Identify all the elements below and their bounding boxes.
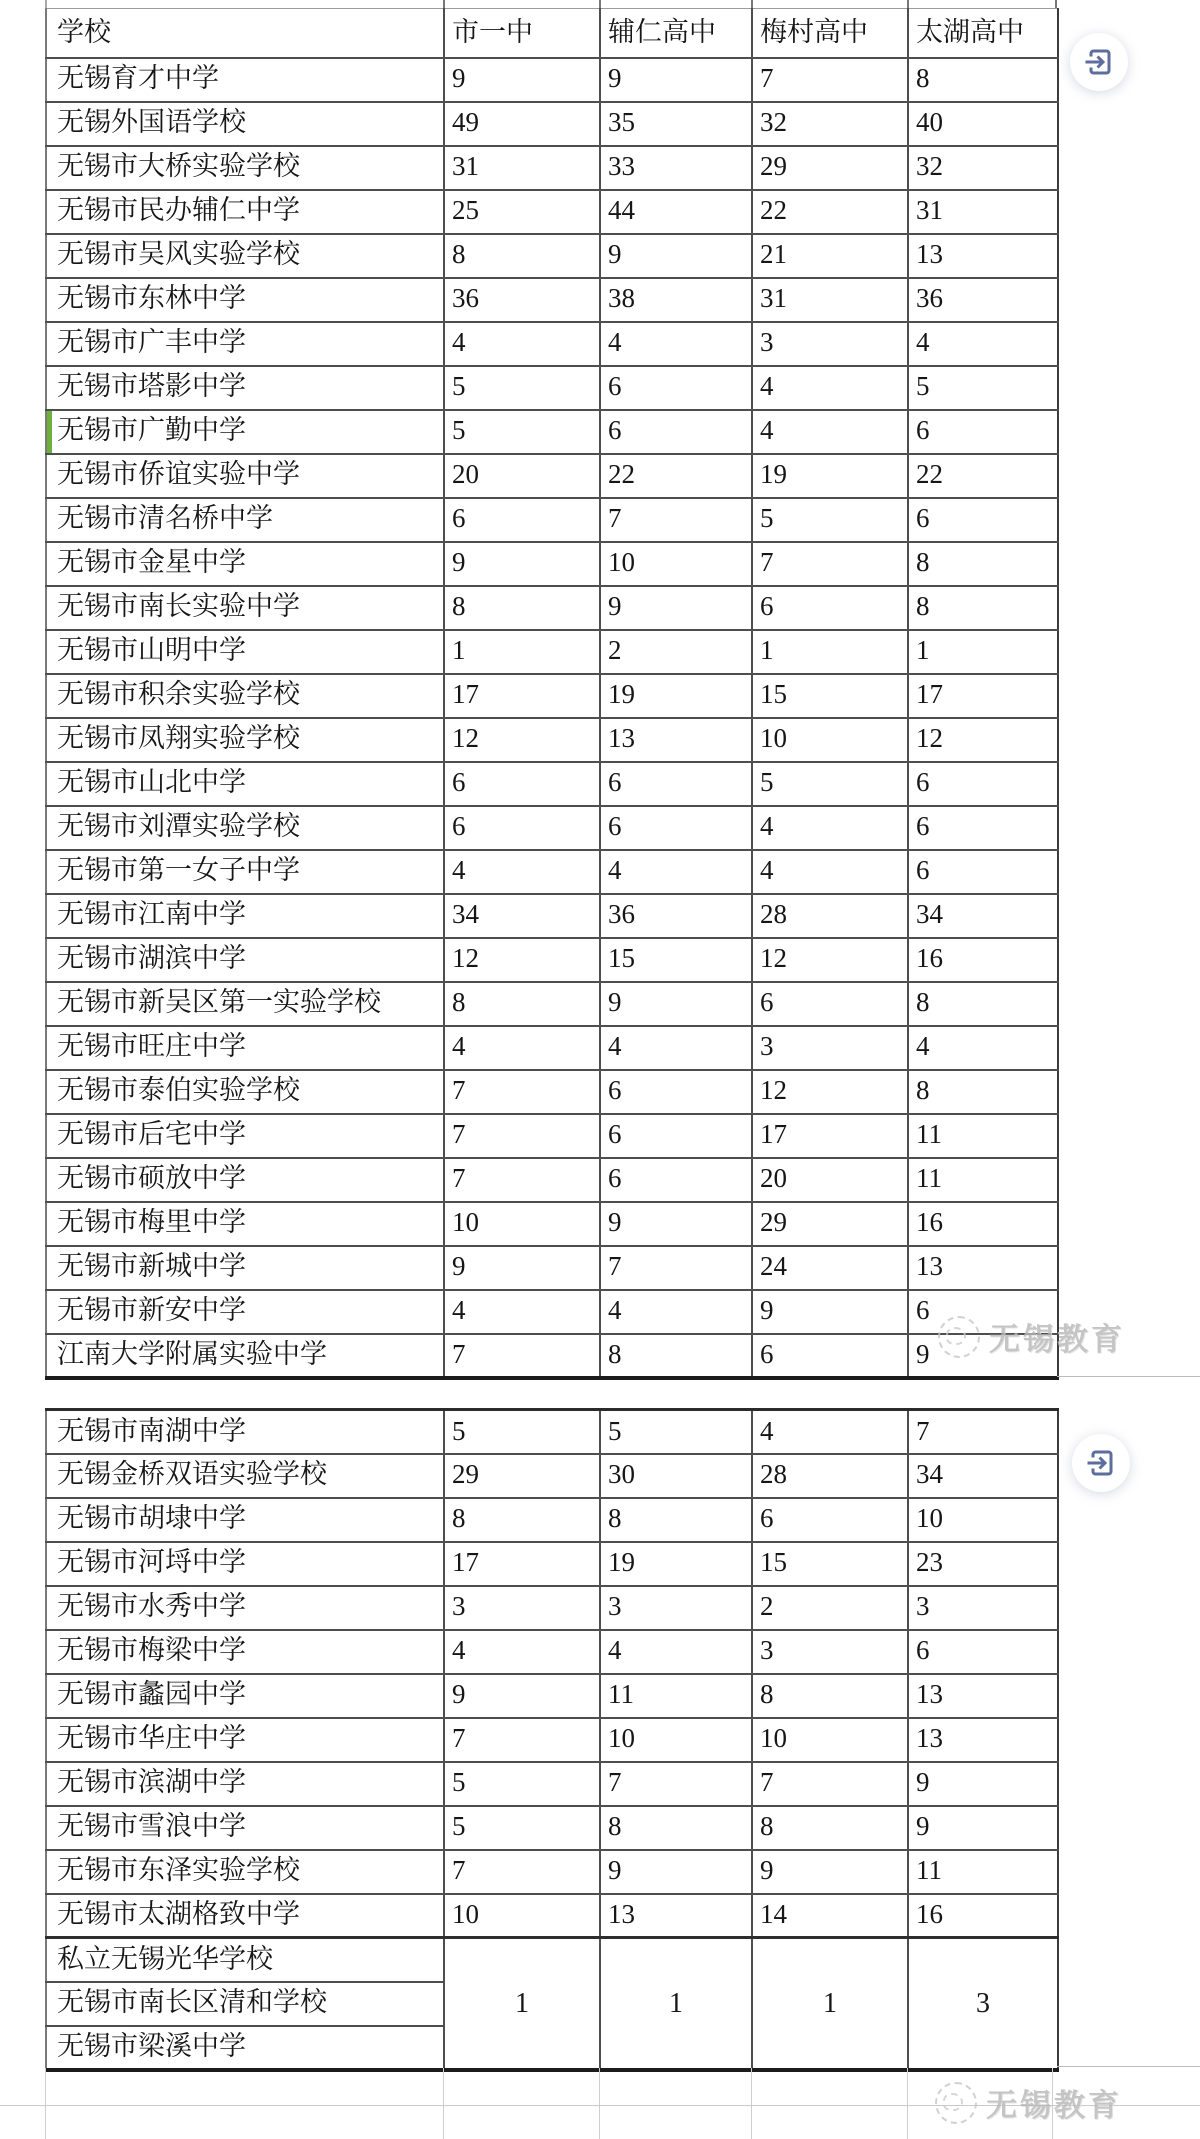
value-cell: 8 <box>908 1070 1058 1114</box>
school-name-cell: 无锡市新安中学 <box>46 1290 444 1334</box>
value-cell: 6 <box>908 1630 1058 1674</box>
value-cell: 13 <box>908 234 1058 278</box>
value-cell: 31 <box>908 190 1058 234</box>
expand-image-button[interactable] <box>1070 33 1128 91</box>
value-cell: 14 <box>752 1894 908 1938</box>
school-name-cell: 无锡市塔影中学 <box>46 366 444 410</box>
value-cell: 6 <box>600 1158 752 1202</box>
value-cell: 3 <box>444 1586 600 1630</box>
value-cell: 8 <box>908 586 1058 630</box>
table-row <box>46 1762 1058 1806</box>
value-cell: 34 <box>444 894 600 938</box>
value-cell: 34 <box>908 1454 1058 1498</box>
value-cell: 13 <box>908 1674 1058 1718</box>
value-cell: 15 <box>752 674 908 718</box>
value-cell: 6 <box>752 1334 908 1378</box>
merged-value-cell: 1 <box>752 1938 908 2070</box>
value-cell: 8 <box>444 1498 600 1542</box>
value-cell: 8 <box>752 1806 908 1850</box>
value-cell: 19 <box>752 454 908 498</box>
column-header-taihu: 太湖高中 <box>908 9 1058 58</box>
value-cell: 13 <box>600 718 752 762</box>
value-cell: 28 <box>752 1454 908 1498</box>
value-cell: 22 <box>600 454 752 498</box>
table-row <box>46 674 1058 718</box>
value-cell: 6 <box>444 498 600 542</box>
value-cell: 8 <box>908 58 1058 102</box>
table-row <box>46 1938 1058 1982</box>
value-cell: 29 <box>444 1454 600 1498</box>
value-cell: 6 <box>752 586 908 630</box>
merged-value-cell: 1 <box>444 1938 600 2070</box>
box-arrow-in-right-icon <box>1079 42 1119 82</box>
value-cell: 32 <box>908 146 1058 190</box>
table-row <box>46 454 1058 498</box>
table-row <box>46 1026 1058 1070</box>
value-cell: 44 <box>600 190 752 234</box>
value-cell: 35 <box>600 102 752 146</box>
table-row <box>46 1290 1058 1334</box>
value-cell: 7 <box>444 1334 600 1378</box>
table-row <box>46 190 1058 234</box>
school-name-cell: 无锡市梅梁中学 <box>46 1630 444 1674</box>
value-cell: 8 <box>444 586 600 630</box>
table-row <box>46 1542 1058 1586</box>
value-cell: 10 <box>444 1894 600 1938</box>
value-cell: 30 <box>600 1454 752 1498</box>
value-cell: 6 <box>600 1070 752 1114</box>
value-cell: 5 <box>600 1410 752 1454</box>
value-cell: 8 <box>908 542 1058 586</box>
school-name-cell: 无锡市山明中学 <box>46 630 444 674</box>
value-cell: 40 <box>908 102 1058 146</box>
value-cell: 4 <box>444 1026 600 1070</box>
school-name-cell: 无锡市滨湖中学 <box>46 1762 444 1806</box>
value-cell: 32 <box>752 102 908 146</box>
value-cell: 16 <box>908 1202 1058 1246</box>
value-cell: 20 <box>444 454 600 498</box>
grid-tick <box>751 0 753 8</box>
value-cell: 22 <box>908 454 1058 498</box>
value-cell: 11 <box>908 1114 1058 1158</box>
school-name-cell: 无锡市河埒中学 <box>46 1542 444 1586</box>
value-cell: 29 <box>752 146 908 190</box>
table-row <box>46 1894 1058 1938</box>
value-cell: 4 <box>752 1410 908 1454</box>
value-cell: 9 <box>600 1850 752 1894</box>
watermark-logo-icon <box>938 1316 980 1358</box>
value-cell: 9 <box>444 1246 600 1290</box>
school-name-cell: 无锡市刘潭实验学校 <box>46 806 444 850</box>
table-row <box>46 586 1058 630</box>
value-cell: 7 <box>600 498 752 542</box>
value-cell: 8 <box>444 234 600 278</box>
value-cell: 13 <box>600 1894 752 1938</box>
value-cell: 4 <box>600 322 752 366</box>
value-cell: 7 <box>600 1246 752 1290</box>
value-cell: 10 <box>600 1718 752 1762</box>
value-cell: 10 <box>444 1202 600 1246</box>
school-name-cell: 无锡市清名桥中学 <box>46 498 444 542</box>
value-cell: 2 <box>752 1586 908 1630</box>
value-cell: 22 <box>752 190 908 234</box>
school-name-cell: 无锡市新城中学 <box>46 1246 444 1290</box>
school-name-cell: 无锡市南长区清和学校 <box>46 1982 444 2026</box>
value-cell: 36 <box>444 278 600 322</box>
table-row <box>46 1806 1058 1850</box>
value-cell: 4 <box>752 850 908 894</box>
table-row <box>46 58 1058 102</box>
school-table-2 <box>45 1408 1059 2072</box>
table-row <box>46 982 1058 1026</box>
table-row <box>46 146 1058 190</box>
value-cell: 31 <box>752 278 908 322</box>
value-cell: 4 <box>444 1630 600 1674</box>
value-cell: 6 <box>600 1114 752 1158</box>
value-cell: 38 <box>600 278 752 322</box>
value-cell: 7 <box>444 1850 600 1894</box>
value-cell: 29 <box>752 1202 908 1246</box>
value-cell: 21 <box>752 234 908 278</box>
value-cell: 6 <box>908 1290 1058 1334</box>
value-cell: 5 <box>752 498 908 542</box>
gridline <box>1057 1376 1200 1377</box>
value-cell: 3 <box>600 1586 752 1630</box>
table-row <box>46 938 1058 982</box>
value-cell: 6 <box>444 806 600 850</box>
table-row <box>46 1202 1058 1246</box>
value-cell: 9 <box>600 234 752 278</box>
school-name-cell: 无锡市水秀中学 <box>46 1586 444 1630</box>
school-name-cell: 江南大学附属实验中学 <box>46 1334 444 1378</box>
school-name-cell: 无锡市湖滨中学 <box>46 938 444 982</box>
table-row <box>46 366 1058 410</box>
school-name-cell: 无锡市南长实验中学 <box>46 586 444 630</box>
value-cell: 9 <box>444 58 600 102</box>
value-cell: 6 <box>908 410 1058 454</box>
value-cell: 15 <box>752 1542 908 1586</box>
merged-value-cell: 3 <box>908 1938 1058 2070</box>
gridline <box>443 2068 444 2139</box>
value-cell: 4 <box>600 1630 752 1674</box>
grid-tick <box>907 0 909 8</box>
value-cell: 31 <box>444 146 600 190</box>
table-row <box>46 322 1058 366</box>
value-cell: 36 <box>908 278 1058 322</box>
value-cell: 4 <box>600 850 752 894</box>
school-table-1 <box>45 8 1059 1380</box>
school-name-cell: 无锡市民办辅仁中学 <box>46 190 444 234</box>
value-cell: 8 <box>600 1806 752 1850</box>
value-cell: 4 <box>600 1026 752 1070</box>
school-name-cell: 无锡市广勤中学 <box>46 410 444 454</box>
value-cell: 9 <box>752 1290 908 1334</box>
value-cell: 5 <box>752 762 908 806</box>
value-cell: 16 <box>908 1894 1058 1938</box>
table-row <box>46 234 1058 278</box>
school-name-cell: 无锡市太湖格致中学 <box>46 1894 444 1938</box>
value-cell: 17 <box>444 674 600 718</box>
value-cell: 34 <box>908 894 1058 938</box>
value-cell: 4 <box>444 322 600 366</box>
merged-value-cell: 1 <box>600 1938 752 2070</box>
school-name-cell: 无锡市东林中学 <box>46 278 444 322</box>
value-cell: 12 <box>752 1070 908 1114</box>
school-name-cell: 无锡育才中学 <box>46 58 444 102</box>
school-name-cell: 无锡市江南中学 <box>46 894 444 938</box>
value-cell: 17 <box>908 674 1058 718</box>
value-cell: 6 <box>600 806 752 850</box>
value-cell: 5 <box>444 1806 600 1850</box>
table-row <box>46 850 1058 894</box>
table-row <box>46 806 1058 850</box>
table-row <box>46 102 1058 146</box>
value-cell: 9 <box>600 58 752 102</box>
watermark-text: 无锡教育 <box>986 2088 1122 2123</box>
value-cell: 6 <box>908 762 1058 806</box>
column-header-furen: 辅仁高中 <box>600 9 752 58</box>
value-cell: 4 <box>752 410 908 454</box>
value-cell: 4 <box>752 366 908 410</box>
value-cell: 3 <box>752 1630 908 1674</box>
value-cell: 8 <box>600 1334 752 1378</box>
table-row <box>46 1586 1058 1630</box>
value-cell: 33 <box>600 146 752 190</box>
value-cell: 4 <box>444 850 600 894</box>
value-cell: 6 <box>908 498 1058 542</box>
value-cell: 10 <box>752 1718 908 1762</box>
value-cell: 16 <box>908 938 1058 982</box>
gridline <box>751 2068 752 2139</box>
column-header-meicun: 梅村高中 <box>752 9 908 58</box>
table-row <box>46 1410 1058 1454</box>
table-row <box>46 278 1058 322</box>
expand-image-button[interactable] <box>1072 1434 1130 1492</box>
school-name-cell: 无锡市山北中学 <box>46 762 444 806</box>
watermark-logo-icon <box>935 2082 977 2124</box>
table-row <box>46 1114 1058 1158</box>
value-cell: 4 <box>752 806 908 850</box>
table-row <box>46 1246 1058 1290</box>
value-cell: 6 <box>600 366 752 410</box>
school-name-cell: 私立无锡光华学校 <box>46 1938 444 1982</box>
value-cell: 5 <box>444 1762 600 1806</box>
value-cell: 1 <box>908 630 1058 674</box>
value-cell: 10 <box>908 1498 1058 1542</box>
value-cell: 8 <box>444 982 600 1026</box>
school-name-cell: 无锡市积余实验学校 <box>46 674 444 718</box>
value-cell: 3 <box>752 1026 908 1070</box>
gridline <box>1057 2066 1200 2067</box>
value-cell: 9 <box>908 1806 1058 1850</box>
school-name-cell: 无锡市东泽实验学校 <box>46 1850 444 1894</box>
value-cell: 13 <box>908 1718 1058 1762</box>
school-name-cell: 无锡市华庄中学 <box>46 1718 444 1762</box>
value-cell: 3 <box>908 1586 1058 1630</box>
value-cell: 7 <box>908 1410 1058 1454</box>
value-cell: 9 <box>908 1762 1058 1806</box>
value-cell: 19 <box>600 1542 752 1586</box>
value-cell: 6 <box>752 982 908 1026</box>
table-row <box>46 762 1058 806</box>
value-cell: 9 <box>600 1202 752 1246</box>
value-cell: 8 <box>600 1498 752 1542</box>
value-cell: 1 <box>752 630 908 674</box>
value-cell: 6 <box>752 1498 908 1542</box>
gridline <box>599 2068 600 2139</box>
gridline <box>907 2068 908 2139</box>
value-cell: 7 <box>444 1718 600 1762</box>
value-cell: 12 <box>752 938 908 982</box>
grid-tick <box>45 0 47 8</box>
value-cell: 17 <box>752 1114 908 1158</box>
value-cell: 6 <box>908 806 1058 850</box>
school-name-cell: 无锡市第一女子中学 <box>46 850 444 894</box>
school-name-cell: 无锡市后宅中学 <box>46 1114 444 1158</box>
gridline <box>45 2068 46 2139</box>
table-row <box>46 1070 1058 1114</box>
value-cell: 7 <box>600 1762 752 1806</box>
table-row <box>46 1454 1058 1498</box>
table-row <box>46 542 1058 586</box>
value-cell: 9 <box>908 1334 1058 1378</box>
school-name-cell: 无锡市蠡园中学 <box>46 1674 444 1718</box>
table-row <box>46 1498 1058 1542</box>
value-cell: 11 <box>600 1674 752 1718</box>
value-cell: 4 <box>600 1290 752 1334</box>
value-cell: 13 <box>908 1246 1058 1290</box>
value-cell: 36 <box>600 894 752 938</box>
value-cell: 10 <box>600 542 752 586</box>
table-row <box>46 1630 1058 1674</box>
value-cell: 5 <box>444 366 600 410</box>
school-name-cell: 无锡市梁溪中学 <box>46 2026 444 2070</box>
school-name-cell: 无锡市硕放中学 <box>46 1158 444 1202</box>
school-name-cell: 无锡市胡埭中学 <box>46 1498 444 1542</box>
value-cell: 4 <box>908 1026 1058 1070</box>
table-row <box>46 410 1058 454</box>
value-cell: 28 <box>752 894 908 938</box>
value-cell: 6 <box>600 410 752 454</box>
value-cell: 1 <box>444 630 600 674</box>
value-cell: 10 <box>752 718 908 762</box>
value-cell: 23 <box>908 1542 1058 1586</box>
value-cell: 5 <box>444 410 600 454</box>
value-cell: 5 <box>444 1410 600 1454</box>
value-cell: 7 <box>752 542 908 586</box>
school-name-cell: 无锡外国语学校 <box>46 102 444 146</box>
table-row <box>46 1674 1058 1718</box>
table-row <box>46 1334 1058 1378</box>
school-name-cell: 无锡市南湖中学 <box>46 1410 444 1454</box>
column-header-school: 学校 <box>46 9 444 58</box>
value-cell: 8 <box>752 1674 908 1718</box>
table-row <box>46 498 1058 542</box>
value-cell: 4 <box>444 1290 600 1334</box>
table-row <box>46 1718 1058 1762</box>
grid-tick <box>1055 0 1057 8</box>
value-cell: 6 <box>908 850 1058 894</box>
value-cell: 7 <box>444 1070 600 1114</box>
value-cell: 12 <box>444 938 600 982</box>
table-row <box>46 718 1058 762</box>
school-name-cell: 无锡市大桥实验学校 <box>46 146 444 190</box>
value-cell: 3 <box>752 322 908 366</box>
table-row <box>46 630 1058 674</box>
table-row <box>46 1850 1058 1894</box>
table-row <box>46 1158 1058 1202</box>
grid-tick <box>443 0 445 8</box>
value-cell: 20 <box>752 1158 908 1202</box>
value-cell: 8 <box>908 982 1058 1026</box>
value-cell: 12 <box>908 718 1058 762</box>
school-name-cell: 无锡市金星中学 <box>46 542 444 586</box>
value-cell: 7 <box>752 58 908 102</box>
value-cell: 11 <box>908 1158 1058 1202</box>
value-cell: 9 <box>600 586 752 630</box>
school-name-cell: 无锡市梅里中学 <box>46 1202 444 1246</box>
value-cell: 9 <box>752 1850 908 1894</box>
value-cell: 2 <box>600 630 752 674</box>
value-cell: 9 <box>444 1674 600 1718</box>
value-cell: 11 <box>908 1850 1058 1894</box>
value-cell: 25 <box>444 190 600 234</box>
value-cell: 7 <box>444 1158 600 1202</box>
school-name-cell: 无锡市旺庄中学 <box>46 1026 444 1070</box>
value-cell: 9 <box>600 982 752 1026</box>
value-cell: 9 <box>444 542 600 586</box>
watermark-text: 无锡教育 <box>989 1322 1125 1357</box>
value-cell: 7 <box>444 1114 600 1158</box>
school-name-cell: 无锡市侨谊实验中学 <box>46 454 444 498</box>
school-name-cell: 无锡金桥双语实验学校 <box>46 1454 444 1498</box>
value-cell: 49 <box>444 102 600 146</box>
value-cell: 4 <box>908 322 1058 366</box>
value-cell: 24 <box>752 1246 908 1290</box>
school-name-cell: 无锡市吴风实验学校 <box>46 234 444 278</box>
value-cell: 19 <box>600 674 752 718</box>
school-name-cell: 无锡市泰伯实验学校 <box>46 1070 444 1114</box>
watermark <box>935 2080 1122 2125</box>
header-row <box>46 9 1058 58</box>
watermark <box>938 1314 1125 1359</box>
box-arrow-in-right-icon <box>1081 1443 1121 1483</box>
value-cell: 6 <box>600 762 752 806</box>
table-row <box>46 894 1058 938</box>
value-cell: 17 <box>444 1542 600 1586</box>
value-cell: 12 <box>444 718 600 762</box>
school-name-cell: 无锡市雪浪中学 <box>46 1806 444 1850</box>
value-cell: 7 <box>752 1762 908 1806</box>
value-cell: 5 <box>908 366 1058 410</box>
school-name-cell: 无锡市凤翔实验学校 <box>46 718 444 762</box>
value-cell: 6 <box>444 762 600 806</box>
grid-tick <box>599 0 601 8</box>
school-name-cell: 无锡市新吴区第一实验学校 <box>46 982 444 1026</box>
value-cell: 15 <box>600 938 752 982</box>
column-header-shiyizhong: 市一中 <box>444 9 600 58</box>
school-name-cell: 无锡市广丰中学 <box>46 322 444 366</box>
